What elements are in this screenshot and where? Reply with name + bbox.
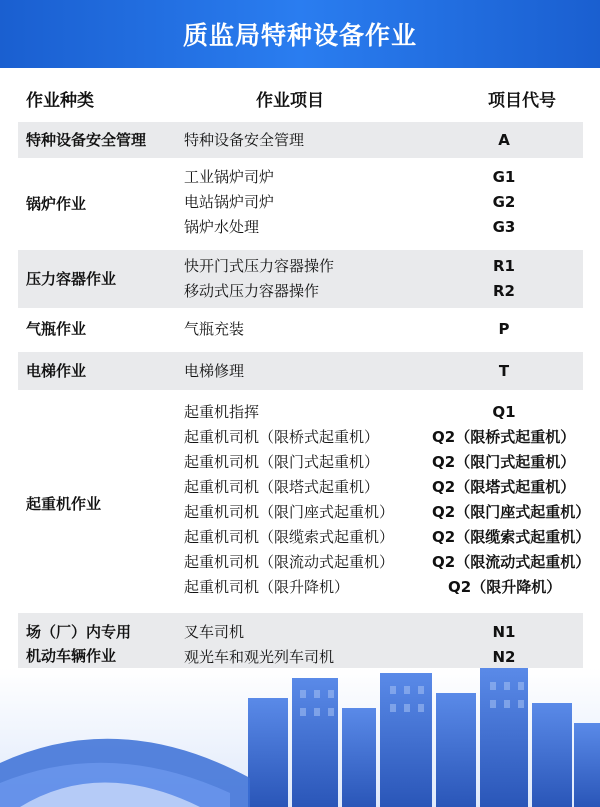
page-title: 质监局特种设备作业 bbox=[182, 21, 417, 50]
table-row bbox=[18, 129, 583, 151]
item-name: 快开门式压力容器操作 bbox=[184, 257, 335, 275]
group-boiler bbox=[18, 162, 583, 246]
table-row bbox=[18, 526, 591, 548]
item-name: 叉车司机 bbox=[184, 623, 245, 641]
table-row bbox=[18, 280, 583, 302]
item-name: 起重机司机（限桥式起重机） bbox=[184, 428, 380, 446]
header-category: 作业种类 bbox=[26, 91, 94, 111]
item-code: G1 bbox=[492, 168, 516, 186]
group-category: 电梯作业 bbox=[26, 362, 87, 380]
group-site-vehicle bbox=[18, 613, 583, 673]
group-category: 场（厂）内专用 bbox=[26, 623, 132, 641]
table-row bbox=[18, 318, 583, 340]
item-code: Q2（限流动式起重机） bbox=[432, 553, 591, 571]
table-row bbox=[18, 426, 583, 448]
item-code: A bbox=[498, 131, 510, 149]
table-row bbox=[18, 191, 583, 213]
item-name: 起重机司机（限流动式起重机） bbox=[184, 553, 395, 571]
item-name: 起重机司机（限门座式起重机） bbox=[184, 503, 395, 521]
item-name: 起重机司机（限塔式起重机） bbox=[184, 478, 380, 496]
table-row bbox=[18, 401, 583, 423]
item-code: G3 bbox=[492, 218, 516, 236]
group-category: 起重机作业 bbox=[26, 495, 102, 513]
item-code: Q2（限门式起重机） bbox=[432, 453, 576, 471]
item-code: Q2（限缆索式起重机） bbox=[432, 528, 591, 546]
item-name: 电站锅炉司炉 bbox=[184, 193, 275, 211]
item-name: 起重机司机（限门式起重机） bbox=[184, 453, 380, 471]
table-row bbox=[18, 476, 583, 498]
item-name: 电梯修理 bbox=[184, 362, 245, 380]
table-row bbox=[18, 216, 583, 238]
item-code: Q2（限升降机） bbox=[448, 578, 562, 596]
item-code: N1 bbox=[492, 623, 516, 641]
table-row bbox=[18, 576, 583, 598]
table-row bbox=[18, 166, 583, 188]
group-category: 特种设备安全管理 bbox=[26, 131, 147, 149]
group-category: 气瓶作业 bbox=[26, 320, 87, 338]
item-code: Q2（限门座式起重机） bbox=[432, 503, 591, 521]
city-skyline-illustration bbox=[0, 668, 600, 807]
item-name: 观光车和观光列车司机 bbox=[184, 648, 335, 666]
group-category: 压力容器作业 bbox=[26, 270, 117, 288]
item-code: P bbox=[498, 320, 510, 338]
item-code: Q2（限桥式起重机） bbox=[432, 428, 576, 446]
group-gas-cylinder bbox=[18, 312, 583, 348]
table-row bbox=[18, 360, 583, 382]
group-crane bbox=[18, 397, 591, 607]
item-code: Q2（限塔式起重机） bbox=[432, 478, 576, 496]
group-elevator bbox=[18, 352, 583, 390]
group-category: 锅炉作业 bbox=[26, 195, 87, 213]
table-row bbox=[18, 255, 583, 277]
title-banner bbox=[0, 0, 600, 68]
item-name: 起重机司机（限缆索式起重机） bbox=[184, 528, 395, 546]
table-row bbox=[18, 551, 591, 573]
item-name: 锅炉水处理 bbox=[184, 218, 260, 236]
item-name: 起重机司机（限升降机） bbox=[184, 578, 350, 596]
table-row bbox=[18, 621, 583, 643]
group-safety-management bbox=[18, 122, 583, 158]
item-name: 工业锅炉司炉 bbox=[184, 168, 275, 186]
item-code: R1 bbox=[493, 257, 515, 275]
table-row bbox=[18, 451, 583, 473]
table-row bbox=[18, 501, 591, 523]
header-code: 项目代号 bbox=[488, 91, 556, 111]
item-code: T bbox=[498, 362, 510, 380]
item-name: 起重机指挥 bbox=[184, 403, 260, 421]
item-code: R2 bbox=[493, 282, 515, 300]
group-pressure-vessel bbox=[18, 250, 583, 308]
table-header bbox=[0, 78, 600, 114]
item-code: N2 bbox=[492, 648, 516, 666]
item-name: 特种设备安全管理 bbox=[184, 131, 305, 149]
table-row bbox=[18, 646, 583, 668]
item-name: 移动式压力容器操作 bbox=[184, 282, 320, 300]
item-name: 气瓶充装 bbox=[184, 320, 245, 338]
item-code: G2 bbox=[492, 193, 516, 211]
item-code: Q1 bbox=[492, 403, 516, 421]
group-category: 机动车辆作业 bbox=[26, 647, 117, 665]
header-item: 作业项目 bbox=[256, 91, 324, 111]
